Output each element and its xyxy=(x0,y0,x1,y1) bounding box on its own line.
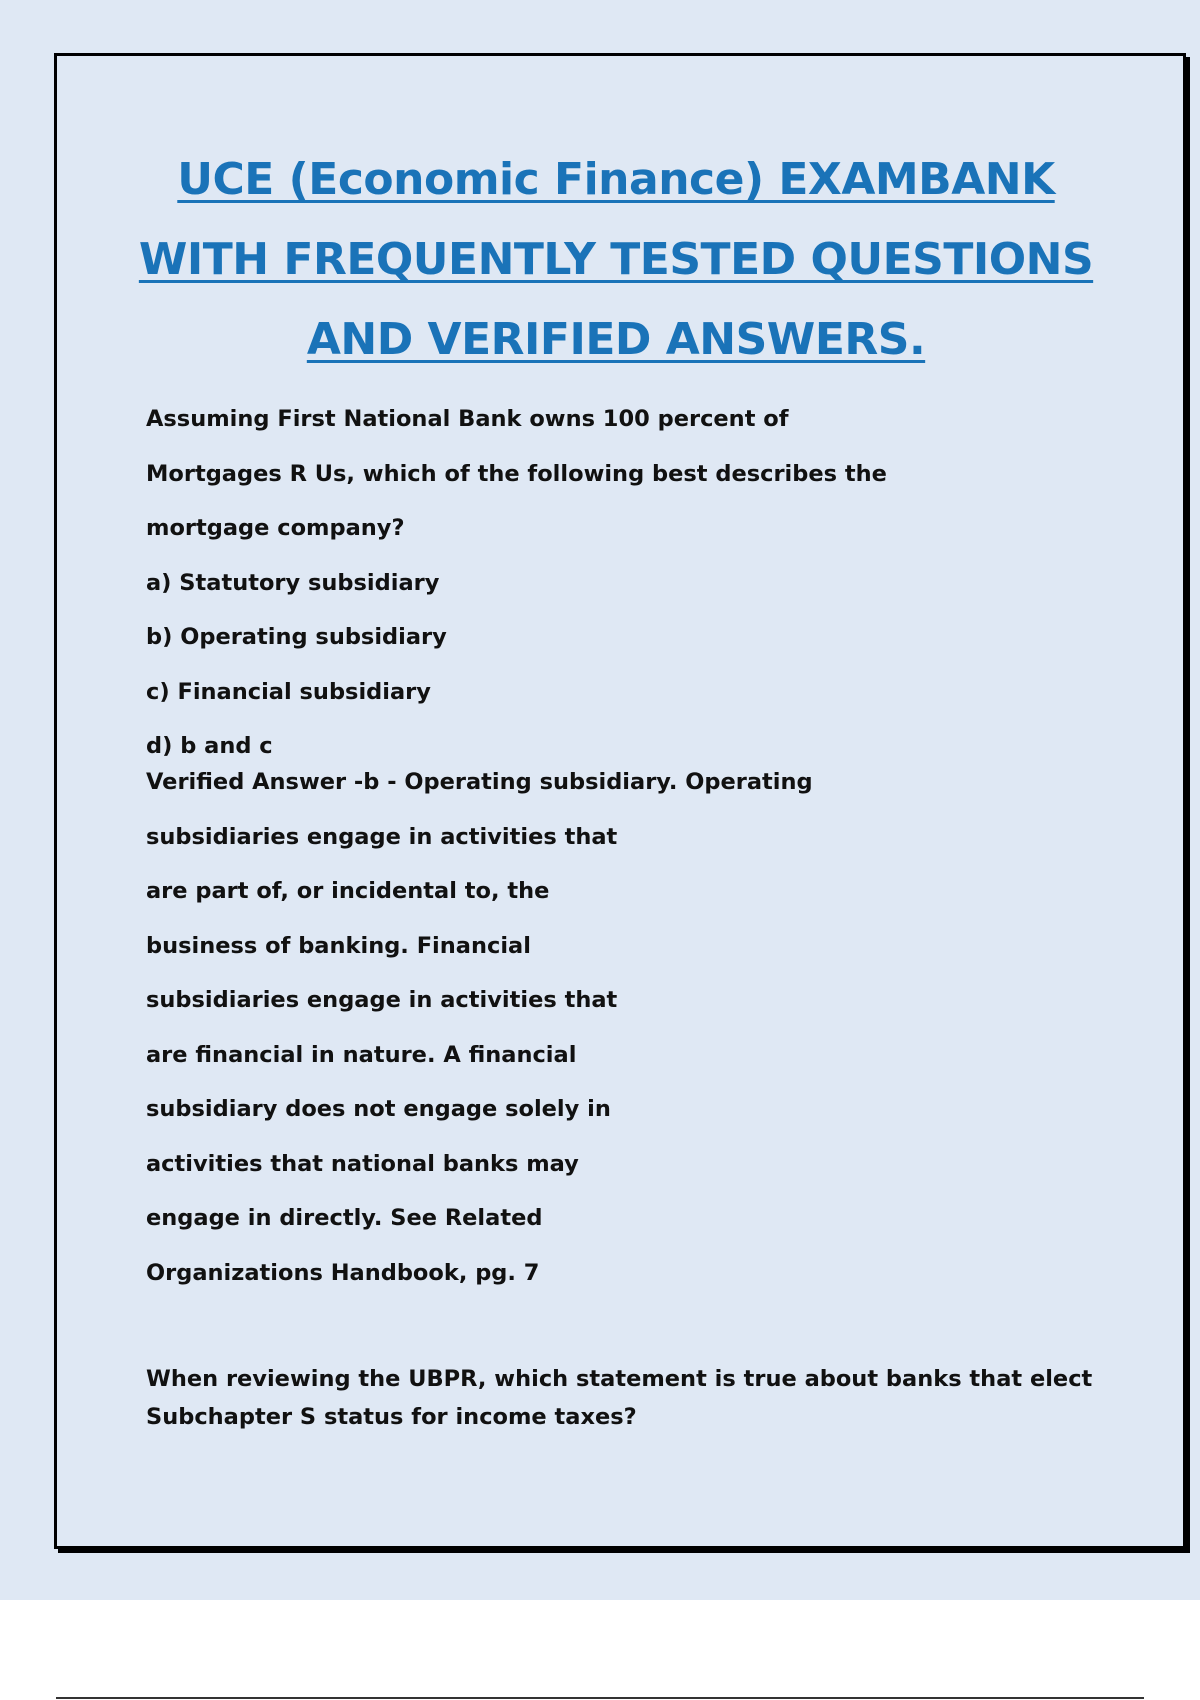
title-line-1: UCE (Economic Finance) EXAMBANK xyxy=(177,154,1055,205)
answer-1-line-4: business of banking. Financial xyxy=(146,932,531,959)
answer-1-line-5: subsidiaries engage in activities that xyxy=(146,987,618,1013)
footer-divider xyxy=(56,1697,1144,1699)
question-1-line-3: mortgage company? xyxy=(146,515,405,541)
answer-1-line-2: subsidiaries engage in activities that xyxy=(146,823,618,850)
question-1-option-b: b) Operating subsidiary xyxy=(146,624,447,650)
question-2-line-1: When reviewing the UBPR, which statement is true about banks that elect xyxy=(146,1366,1093,1392)
document-title xyxy=(0,140,1200,380)
question-1 xyxy=(146,392,887,774)
answer-1-line-1: Verified Answer -b - Operating subsidiary. Operating xyxy=(146,769,813,795)
question-2 xyxy=(146,1360,1092,1436)
question-1-line-1: Assuming First National Bank owns 100 percent of xyxy=(146,406,789,432)
answer-1-line-10: Organizations Handbook, pg. 7 xyxy=(146,1259,540,1286)
question-1-option-a: a) Statutory subsidiary xyxy=(146,569,440,596)
answer-1-line-9: engage in directly. See Related xyxy=(146,1205,543,1231)
title-line-2: WITH FREQUENTLY TESTED QUESTIONS xyxy=(138,234,1094,285)
question-1-line-2: Mortgages R Us, which of the following best describes the xyxy=(146,460,887,487)
answer-1 xyxy=(146,755,813,1300)
question-1-option-c: c) Financial subsidiary xyxy=(146,678,431,705)
question-1-option-d: d) b and c xyxy=(146,733,273,759)
answer-1-line-6: are financial in nature. A financial xyxy=(146,1041,577,1068)
answer-1-line-8: activities that national banks may xyxy=(146,1150,579,1177)
title-line-3: AND VERIFIED ANSWERS. xyxy=(306,314,926,365)
answer-1-line-3: are part of, or incidental to, the xyxy=(146,878,550,904)
question-2-line-2: Subchapter S status for income taxes? xyxy=(146,1404,637,1430)
answer-1-line-7: subsidiary does not engage solely in xyxy=(146,1096,611,1122)
